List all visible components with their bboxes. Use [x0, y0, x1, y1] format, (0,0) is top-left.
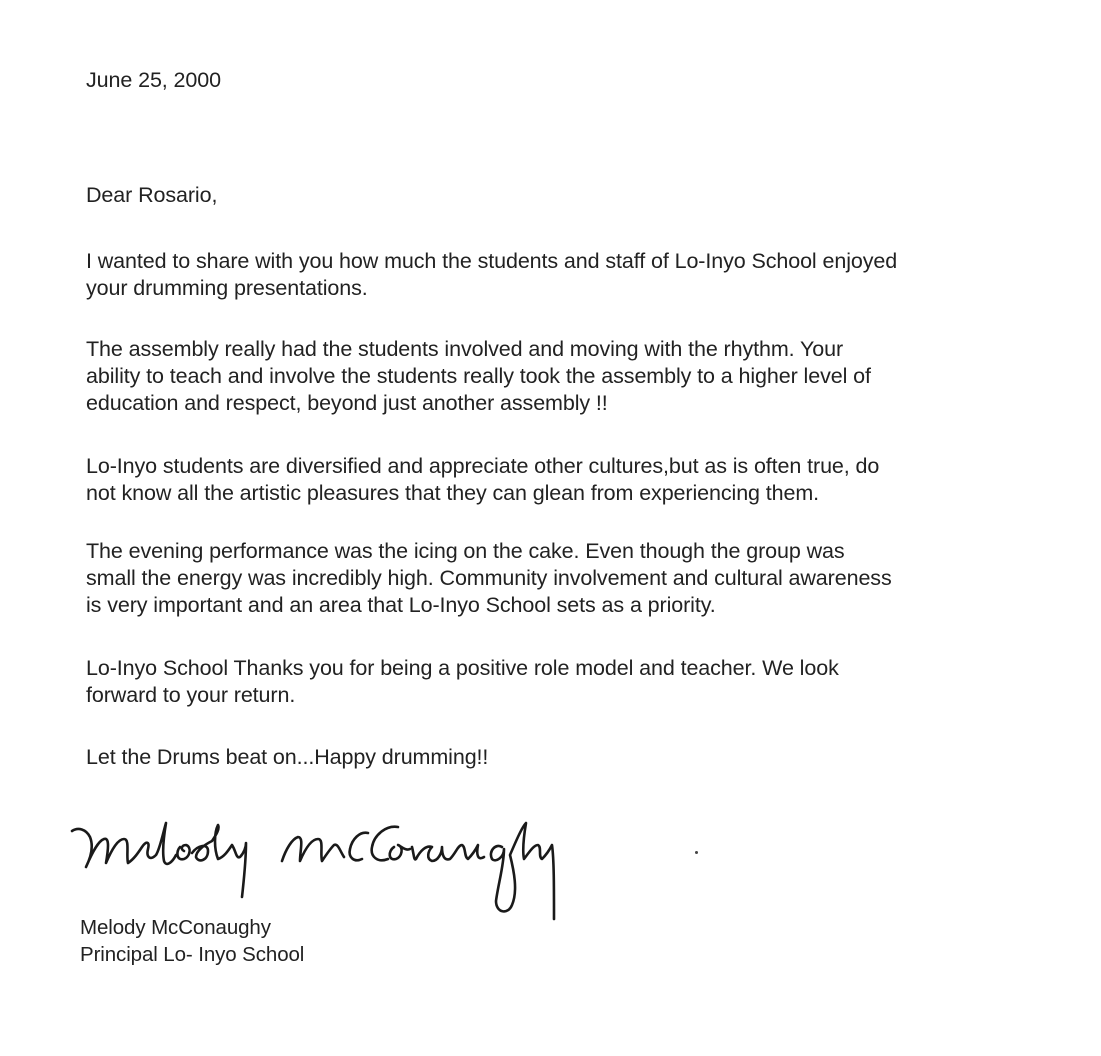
signer-name: Melody McConaughy — [80, 916, 271, 939]
paragraph-line: I wanted to share with you how much the students and staff of Lo-Inyo School enjoyed — [86, 249, 898, 273]
paragraph-line: ability to teach and involve the students really took the assembly to a higher level of — [86, 364, 871, 388]
paper-speck — [695, 851, 698, 854]
handwritten-signature — [68, 815, 588, 925]
paragraph-line: small the energy was incredibly high. Community involvement and cultural awareness — [86, 566, 892, 590]
signature-stroke — [282, 837, 344, 861]
paragraph-line: Lo-Inyo students are diversified and appreciate other cultures,but as is often true, do — [86, 454, 880, 478]
signature-stroke — [350, 833, 368, 861]
paragraph-line: not know all the artistic pleasures that they can glean from experiencing them. — [86, 481, 820, 505]
closing-line: Let the Drums beat on...Happy drumming!! — [86, 745, 489, 769]
paragraph-line: The assembly really had the students involved and moving with the rhythm. Your — [86, 337, 844, 361]
signature-stroke — [372, 827, 398, 861]
signature-stroke — [390, 845, 410, 859]
paragraph-line: is very important and an area that Lo-Inyo School sets as a priority. — [86, 593, 716, 617]
signature-stroke — [412, 845, 484, 861]
paragraph-line: forward to your return. — [86, 683, 296, 707]
salutation: Dear Rosario, — [86, 183, 218, 207]
signature-stroke — [192, 825, 246, 897]
paragraph-line: your drumming presentations. — [86, 276, 368, 300]
signer-title: Principal Lo- Inyo School — [80, 943, 305, 966]
paragraph-3 — [86, 453, 879, 506]
signature-stroke — [491, 823, 554, 919]
paragraph-line: Lo-Inyo School Thanks you for being a positive role model and teacher. We look — [86, 656, 839, 680]
paragraph-line: The evening performance was the icing on the cake. Even though the group was — [86, 539, 845, 563]
paragraph-4 — [86, 538, 892, 618]
letter-date: June 25, 2000 — [86, 68, 221, 92]
paragraph-2 — [86, 336, 871, 416]
paragraph-1 — [86, 248, 897, 301]
signature-stroke — [177, 845, 189, 859]
paragraph-5 — [86, 655, 839, 708]
signature-stroke — [72, 823, 176, 867]
paragraph-line: education and respect, beyond just another assembly !! — [86, 391, 608, 415]
